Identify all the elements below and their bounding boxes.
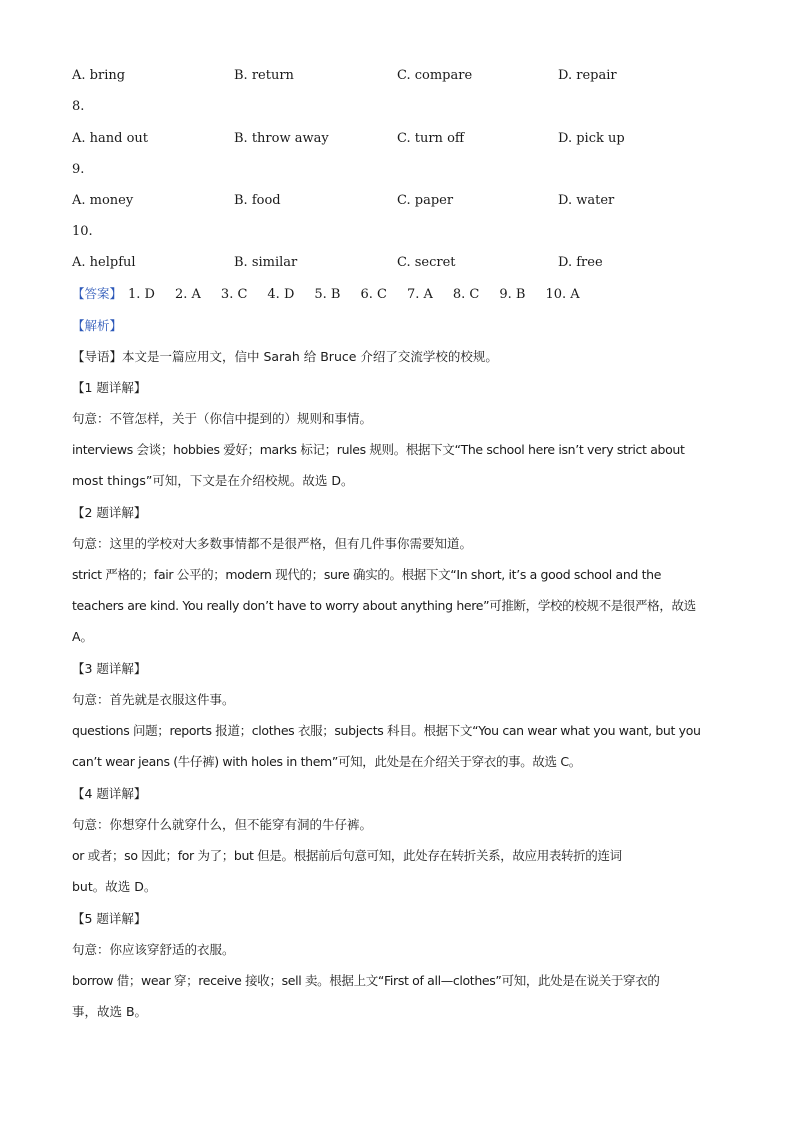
option-a: A. bring	[72, 68, 126, 83]
detail-text: borrow 借；wear 穿；receive 接收；sell 卖。根据上文“First of all—clothes”可知，此处是在说关于穿衣的	[72, 973, 660, 988]
detail-meaning: 句意：你想穿什么就穿什么，但不能穿有洞的牛仔裤。	[72, 817, 373, 832]
answer-item: 2. A	[174, 287, 201, 302]
option-c: C. compare	[397, 68, 473, 83]
option-b: B. return	[234, 68, 294, 83]
option-b: B. throw away	[234, 131, 329, 146]
option-b: B. similar	[234, 255, 298, 270]
option-a: A. hand out	[72, 131, 149, 146]
answer-item: 9. B	[499, 287, 526, 302]
option-d: D. free	[558, 255, 603, 270]
detail-text: interviews 会谈；hobbies 爱好；marks 标记；rules 规则。根据下文“The school here isn’t very strict about	[72, 442, 685, 457]
answer-item: 10. A	[545, 287, 580, 302]
detail-heading: 【4 题详解】	[72, 786, 147, 801]
answer-key	[72, 284, 722, 305]
option-c: C. secret	[397, 255, 456, 270]
option-d: D. repair	[558, 68, 617, 83]
detail-text: questions 问题；reports 报道；clothes 衣服；subjects 科目。根据下文“You can wear what you want, but you	[72, 723, 701, 738]
detail-meaning: 句意：你应该穿舒适的衣服。	[72, 942, 235, 957]
question-number: 9.	[72, 162, 85, 177]
intro-text: 【导语】本文是一篇应用文，信中 Sarah 给 Bruce 介绍了交流学校的校规。	[72, 349, 498, 364]
answer-item: 5. B	[314, 287, 341, 302]
answer-item: 4. D	[267, 287, 295, 302]
detail-text: A。	[72, 629, 94, 644]
question-number: 10.	[72, 224, 93, 239]
answer-item: 8. C	[452, 287, 480, 302]
answer-item: 7. A	[406, 287, 433, 302]
option-d: D. water	[558, 193, 615, 208]
detail-text: or 或者；so 因此；for 为了；but 但是。根据前后句意可知，此处存在转折关系，故应用表转折的连词	[72, 848, 622, 863]
detail-heading: 【3 题详解】	[72, 661, 147, 676]
detail-text: most things”可知，下文是在介绍校规。故选 D。	[72, 473, 354, 488]
detail-text: strict 严格的；fair 公平的；modern 现代的；sure 确实的。根据下文“In short, it’s a good school and the	[72, 567, 662, 582]
detail-meaning: 句意：首先就是衣服这件事。	[72, 692, 235, 707]
answer-item: 3. C	[220, 287, 248, 302]
detail-meaning: 句意：不管怎样，关于（你信中提到的）规则和事情。	[72, 411, 373, 426]
option-d: D. pick up	[558, 131, 625, 146]
detail-text: 事，故选 B。	[72, 1004, 148, 1019]
detail-text: but。故选 D。	[72, 879, 157, 894]
option-c: C. paper	[397, 193, 454, 208]
answer-item: 1. D	[128, 287, 155, 302]
option-a: A. money	[72, 193, 134, 208]
detail-meaning: 句意：这里的学校对大多数事情都不是很严格，但有几件事你需要知道。	[72, 536, 473, 551]
answer-item: 6. C	[360, 287, 387, 302]
detail-heading: 【1 题详解】	[72, 380, 147, 395]
detail-heading: 【2 题详解】	[72, 505, 147, 520]
analysis-label: 【解析】	[72, 318, 123, 333]
option-a: A. helpful	[72, 255, 136, 270]
answer-label: 【答案】	[72, 286, 123, 301]
detail-heading: 【5 题详解】	[72, 911, 147, 926]
detail-text: teachers are kind. You really don’t have to worry about anything here”可推断，学校的校规不是很严格，故选	[72, 598, 696, 613]
option-b: B. food	[234, 193, 281, 208]
option-c: C. turn off	[397, 131, 465, 146]
detail-text: can’t wear jeans (牛仔裤) with holes in them”可知，此处是在介绍关于穿衣的事。故选 C。	[72, 754, 581, 769]
question-number: 8.	[72, 99, 85, 114]
